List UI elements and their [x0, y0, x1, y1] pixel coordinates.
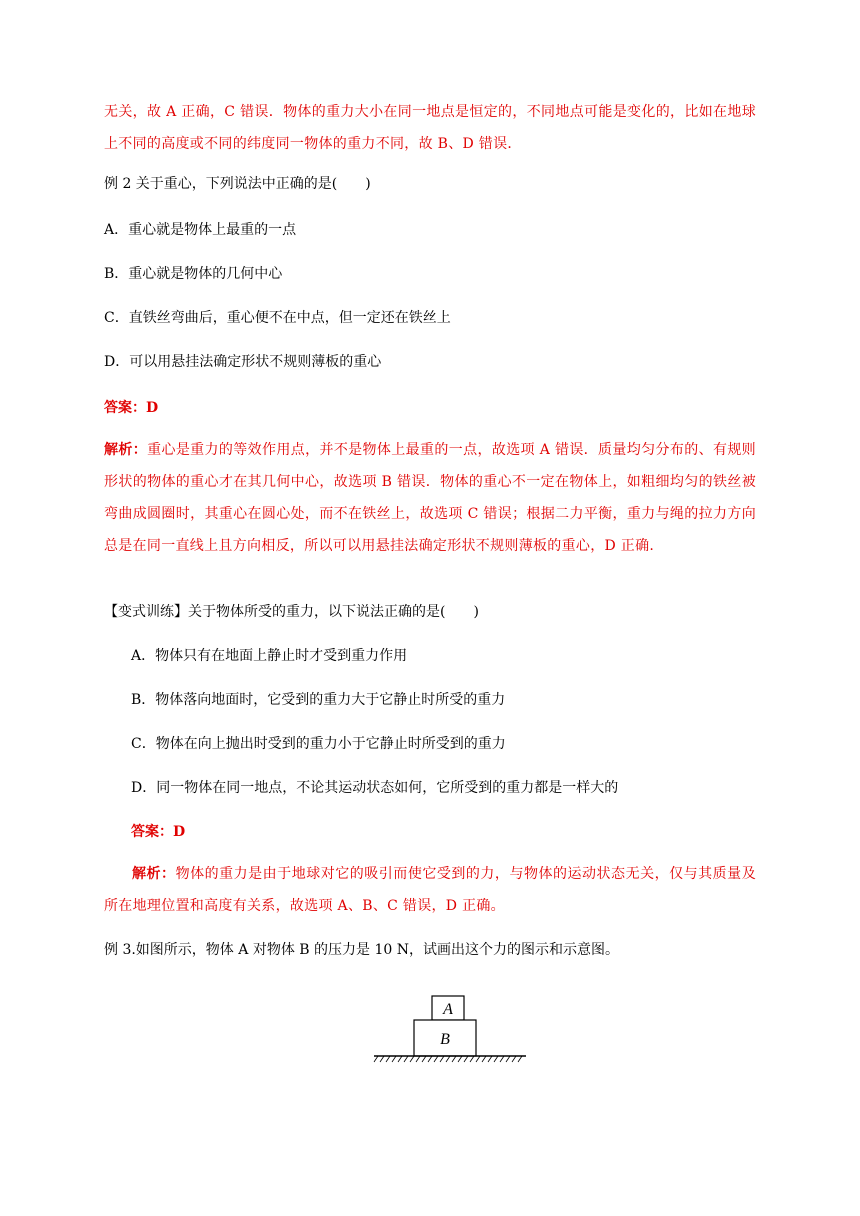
example2-analysis-text: 重心是重力的等效作用点，并不是物体上最重的一点，故选项 A 错误．质量均匀分布的、有规则形状的物体的重心才在其几何中心，故选项 B 错误．物体的重心不一定在物体上，如粗细均匀的铁丝被弯曲成圆圈时，其重心在圆心处，而不在铁丝上，故选项 C 错误；根据二力平衡，重力与绳的拉力方向总是在同一直线上且方向相反，所以可以用悬挂法确定形状不规则薄板的重心，D 正确.	[104, 442, 756, 554]
variant-option-d: D．同一物体在同一地点，不论其运动状态如何，它所受到的重力都是一样大的	[131, 780, 619, 796]
variant-analysis	[104, 858, 756, 922]
block-b-label: B	[440, 1031, 450, 1048]
variant-analysis-label: 解析：	[132, 866, 176, 882]
example2-question: 例 2 关于重心，下列说法中正确的是( )	[104, 176, 371, 192]
variant-option-c: C．物体在向上抛出时受到的重力小于它静止时所受到的重力	[131, 736, 506, 752]
example2-option-a: A．重心就是物体上最重的一点	[104, 222, 297, 238]
example2-option-c: C．直铁丝弯曲后，重心便不在中点，但一定还在铁丝上	[104, 310, 451, 326]
variant-question: 【变式训练】关于物体所受的重力，以下说法正确的是( )	[104, 604, 479, 620]
example2-analysis	[104, 434, 756, 562]
ground-hatching	[374, 1056, 522, 1062]
example3-question: 例 3.如图所示，物体 A 对物体 B 的压力是 10 N，试画出这个力的图示和示意图。	[104, 942, 619, 958]
intro-paragraph	[104, 96, 756, 160]
example2-option-b: B．重心就是物体的几何中心	[104, 266, 283, 282]
example2-option-d: D．可以用悬挂法确定形状不规则薄板的重心	[104, 354, 382, 370]
block-a-label: A	[443, 1001, 453, 1018]
variant-option-b: B．物体落向地面时，它受到的重力大于它静止时所受的重力	[131, 692, 506, 708]
example2-answer: 答案：D	[104, 400, 159, 416]
variant-answer: 答案：D	[131, 824, 186, 840]
example2-analysis-label: 解析：	[104, 442, 148, 458]
intro-text: 无关，故 A 正确，C 错误．物体的重力大小在同一地点是恒定的，不同地点可能是变化的，比如在地球上不同的高度或不同的纬度同一物体的重力不同，故 B、D 错误．	[104, 104, 756, 152]
variant-analysis-text: 物体的重力是由于地球对它的吸引而使它受到的力，与物体的运动状态无关，仅与其质量及所在地理位置和高度有关系，故选项 A、B、C 错误，D 正确。	[104, 866, 757, 914]
variant-option-a: A．物体只有在地面上静止时才受到重力作用	[131, 648, 408, 664]
blocks-figure	[370, 990, 530, 1070]
